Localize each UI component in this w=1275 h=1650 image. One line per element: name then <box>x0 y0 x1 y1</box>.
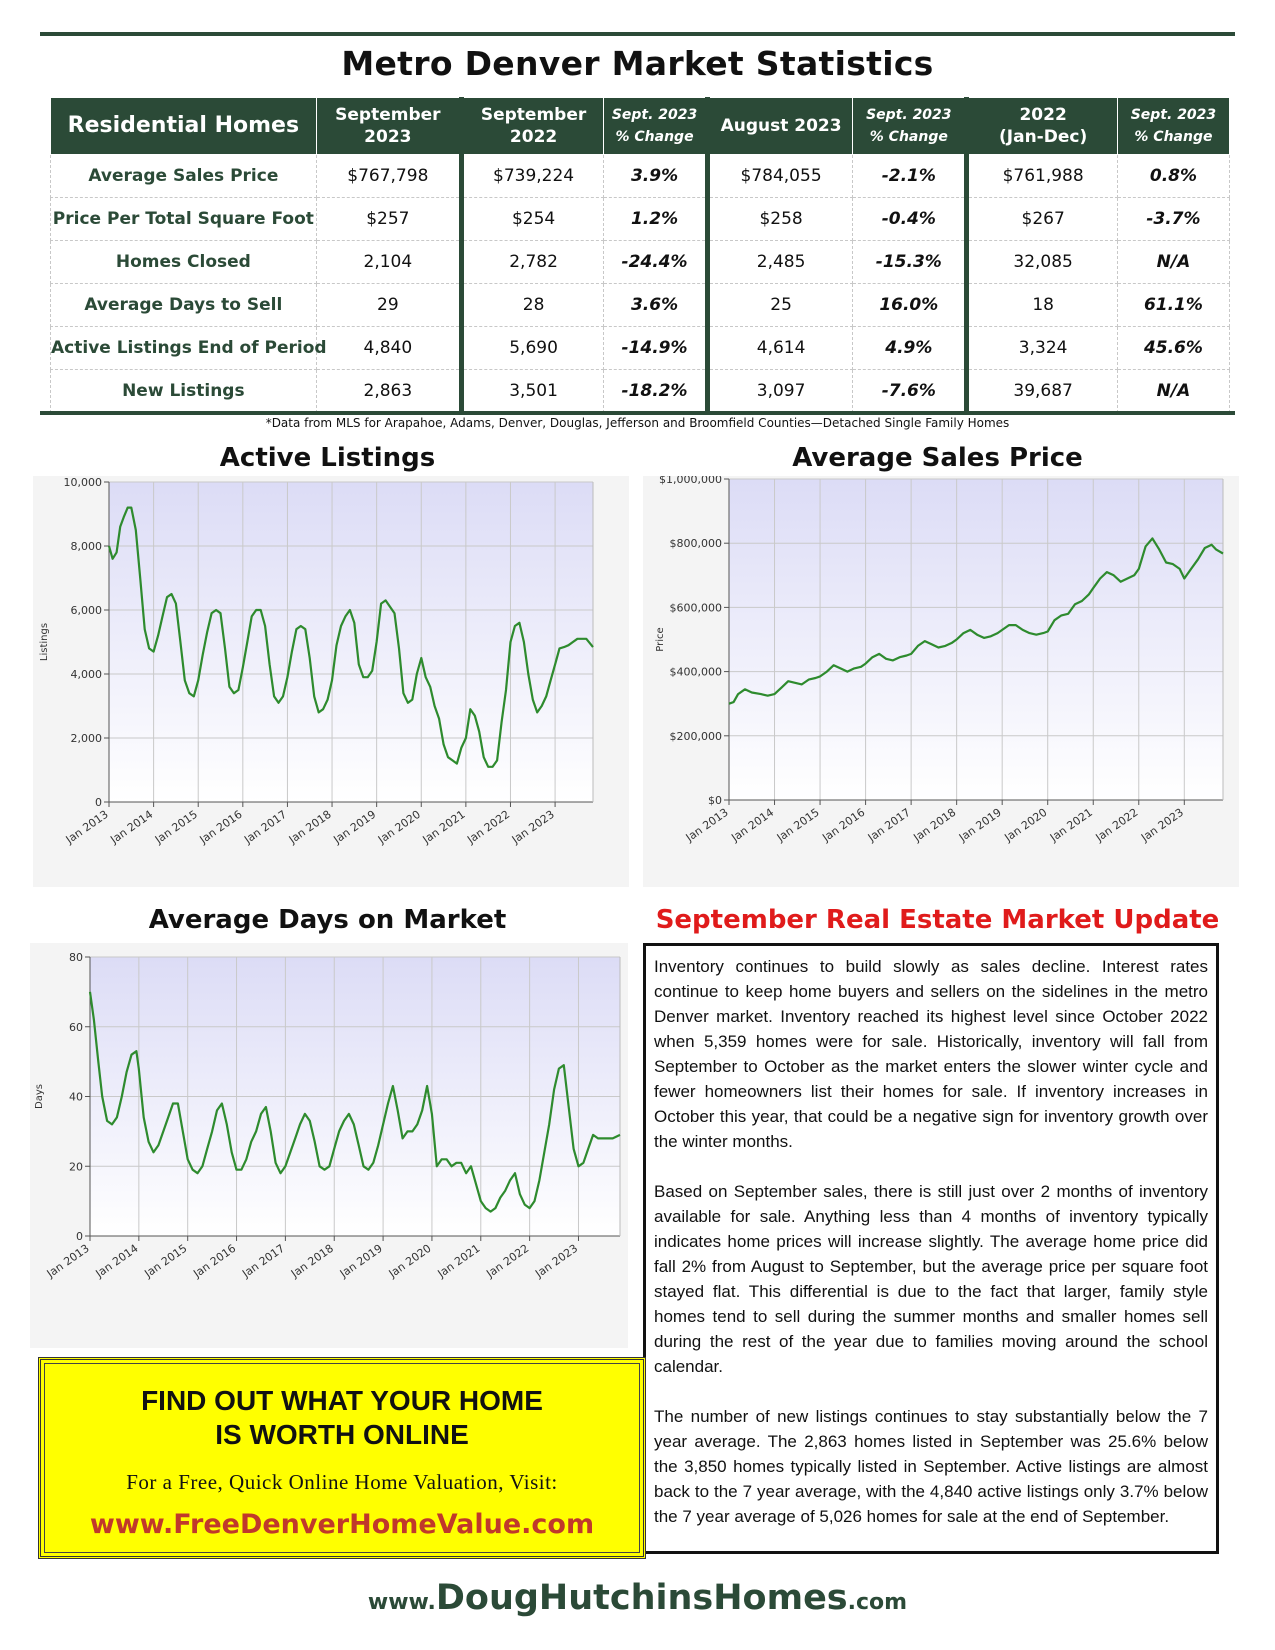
promo-link[interactable]: www.FreeDenverHomeValue.com <box>89 1509 595 1540</box>
days-on-market-chart <box>30 943 628 1348</box>
x-tick-label: Jan 2021 <box>435 1241 483 1281</box>
pct-change-cell: 0.8% <box>1117 155 1229 198</box>
active-listings-chart <box>33 476 629 887</box>
table-row <box>51 155 1230 198</box>
x-tick-label: Jan 2015 <box>152 807 200 847</box>
pct-change-cell: -0.4% <box>853 198 967 241</box>
update-paragraph: The number of new listings continues to stay substantially below the 7 year average. The 2,863 homes listed in September was 25.6% below the 3,850 homes typically listed in September. Active listings are almost back to the 7 year average, with the 4,840 active listings only 3.7% below the 7 year average of 5,026 homes for sale at the end of September. <box>654 1407 1208 1526</box>
x-tick-label: Jan 2018 <box>286 807 334 847</box>
y-tick-label: $0 <box>708 794 722 807</box>
x-tick-label: Jan 2020 <box>1002 805 1050 845</box>
update-paragraph: Inventory continues to build slowly as sales decline. Interest rates continue to keep home buyers and sellers on the sidelines in the metro Denver market. Inventory reached its highest level since October 2022 when 5,359 homes were for sale. Historically, inventory will fall from September to October as the market enters the slower winter cycle and fewer homeowners list their homes for sale. If inventory increases in October this year, that could be a negative sign for inventory growth over the winter months. <box>654 957 1208 1151</box>
y-tick-label: 80 <box>69 951 83 964</box>
value-cell: 4,840 <box>316 327 461 370</box>
pct-change-cell: 1.2% <box>604 198 708 241</box>
chart-title-days-on-market: Average Days on Market <box>148 905 507 935</box>
page-title: Metro Denver Market Statistics <box>341 44 934 83</box>
y-tick-label: 20 <box>69 1160 83 1174</box>
chart-title-active-listings: Active Listings <box>219 443 436 473</box>
value-cell: 2,104 <box>316 241 461 284</box>
pct-change-cell: 3.6% <box>604 284 708 327</box>
row-label: Homes Closed <box>51 241 317 284</box>
value-cell: 2,485 <box>707 241 852 284</box>
chart-svg <box>643 476 1239 887</box>
x-tick-label: Jan 2023 <box>1138 805 1187 845</box>
x-tick-label: Jan 2017 <box>242 807 290 847</box>
x-tick-label: Jan 2018 <box>288 1241 336 1281</box>
y-tick-label: 6,000 <box>70 604 102 617</box>
promo-subtitle: For a Free, Quick Online Home Valuation, Visit: <box>126 1470 558 1494</box>
x-tick-label: Jan 2018 <box>911 805 959 845</box>
top-rule <box>40 32 1235 36</box>
x-tick-label: Jan 2016 <box>820 805 868 845</box>
site-prefix: www. <box>367 1590 436 1615</box>
value-cell: $761,988 <box>967 155 1117 198</box>
x-tick-label: Jan 2022 <box>484 1241 532 1281</box>
x-tick-label: Jan 2023 <box>509 807 557 847</box>
col-header: September 2022 <box>461 98 603 155</box>
pct-change-cell: N/A <box>1117 370 1229 413</box>
pct-change-cell: -14.9% <box>604 327 708 370</box>
x-tick-label: Jan 2019 <box>331 807 379 847</box>
plot-area <box>729 479 1223 800</box>
chart-svg <box>30 943 628 1348</box>
stats-table <box>50 97 1230 413</box>
x-tick-label: Jan 2014 <box>108 807 156 847</box>
col-header: Sept. 2023 % Change <box>604 98 708 155</box>
value-cell: 3,097 <box>707 370 852 413</box>
y-tick-label: $400,000 <box>669 665 722 679</box>
col-header: Sept. 2023 % Change <box>1117 98 1229 155</box>
x-tick-label: Jan 2021 <box>1047 805 1095 845</box>
chart-title-average-sales-price: Average Sales Price <box>792 443 1083 473</box>
value-cell: $739,224 <box>461 155 603 198</box>
row-label: Active Listings End of Period <box>51 327 317 370</box>
x-tick-label: Jan 2022 <box>465 807 513 847</box>
pct-change-cell: 16.0% <box>853 284 967 327</box>
pct-change-cell: N/A <box>1117 241 1229 284</box>
footnote: *Data from MLS for Arapahoe, Adams, Denver, Douglas, Jefferson and Broomfield Counties—Detached Single Family Homes <box>265 416 1010 430</box>
pct-change-cell: -2.1% <box>853 155 967 198</box>
pct-change-cell: -3.7% <box>1117 198 1229 241</box>
pct-change-cell: -15.3% <box>853 241 967 284</box>
pct-change-cell: 4.9% <box>853 327 967 370</box>
value-cell: 4,614 <box>707 327 852 370</box>
x-tick-label: Jan 2016 <box>197 807 245 847</box>
x-tick-label: Jan 2014 <box>729 805 777 845</box>
x-tick-label: Jan 2015 <box>142 1241 190 1281</box>
col-header: 2022 (Jan-Dec) <box>967 98 1117 155</box>
pct-change-cell: 3.9% <box>604 155 708 198</box>
table-row <box>51 284 1230 327</box>
y-tick-label: 0 <box>76 1230 83 1243</box>
table-row <box>51 327 1230 370</box>
value-cell: 18 <box>967 284 1117 327</box>
value-cell: $257 <box>316 198 461 241</box>
y-tick-label: $200,000 <box>669 729 722 743</box>
x-tick-label: Jan 2014 <box>93 1241 141 1281</box>
pct-change-cell: 61.1% <box>1117 284 1229 327</box>
y-tick-label: $1,000,000 <box>659 476 722 486</box>
table-row <box>51 370 1230 413</box>
x-tick-label: Jan 2021 <box>420 807 468 847</box>
y-axis-label: Listings <box>39 622 50 662</box>
row-label: Average Days to Sell <box>51 284 317 327</box>
site-suffix: .com <box>847 1590 908 1615</box>
chart-svg <box>33 476 629 887</box>
x-tick-label: Jan 2013 <box>63 807 111 847</box>
x-tick-label: Jan 2016 <box>191 1241 239 1281</box>
pct-change-cell: -24.4% <box>604 241 708 284</box>
table-header-row <box>51 98 1230 155</box>
value-cell: 28 <box>461 284 603 327</box>
value-cell: 3,501 <box>461 370 603 413</box>
row-label: Average Sales Price <box>51 155 317 198</box>
x-tick-label: Jan 2022 <box>1093 805 1141 845</box>
y-axis-label: Price <box>655 627 666 652</box>
x-tick-label: Jan 2013 <box>683 805 731 845</box>
site-domain: DougHutchinsHomes <box>435 1578 848 1618</box>
table-row <box>51 241 1230 284</box>
row-header: Residential Homes <box>51 98 317 155</box>
col-header: Sept. 2023 % Change <box>853 98 967 155</box>
y-tick-label: 60 <box>69 1020 83 1034</box>
update-title: September Real Estate Market Update <box>655 905 1220 935</box>
pct-change-cell: 45.6% <box>1117 327 1229 370</box>
row-label: New Listings <box>51 370 317 413</box>
y-tick-label: 8,000 <box>70 540 102 553</box>
y-tick-label: 40 <box>69 1090 83 1104</box>
col-header: August 2023 <box>707 98 852 155</box>
y-tick-label: 10,000 <box>63 476 102 489</box>
average-sales-price-chart <box>643 476 1239 887</box>
y-axis-label: Days <box>34 1084 45 1109</box>
value-cell: $258 <box>707 198 852 241</box>
x-tick-label: Jan 2015 <box>774 805 822 845</box>
y-tick-label: 4,000 <box>70 668 102 681</box>
value-cell: 5,690 <box>461 327 603 370</box>
update-paragraph: Based on September sales, there is still just over 2 months of inventory available for sale. Anything less than 4 months of inventory typically indicates home prices will increase slightly. The average home price did fall 2% from August to September, but the average price per square foot stayed flat. This differential is due to the fact that larger, family style homes tend to sell during the summer months and smaller homes sell during the rest of the year due to families moving around the school calendar. <box>654 1182 1208 1376</box>
promo-headline: FIND OUT WHAT YOUR HOME IS WORTH ONLINE <box>141 1385 543 1450</box>
value-cell: 29 <box>316 284 461 327</box>
table-row <box>51 198 1230 241</box>
value-cell: 25 <box>707 284 852 327</box>
x-tick-label: Jan 2019 <box>337 1241 385 1281</box>
value-cell: $767,798 <box>316 155 461 198</box>
x-tick-label: Jan 2017 <box>865 805 913 845</box>
y-tick-label: $600,000 <box>669 601 722 615</box>
value-cell: 3,324 <box>967 327 1117 370</box>
row-label: Price Per Total Square Foot <box>51 198 317 241</box>
home-value-promo <box>38 1357 646 1559</box>
value-cell: 2,863 <box>316 370 461 413</box>
plot-area <box>109 482 593 802</box>
y-tick-label: $800,000 <box>669 537 722 551</box>
site-link[interactable] <box>0 1578 1275 1618</box>
x-tick-label: Jan 2023 <box>533 1241 581 1281</box>
x-tick-label: Jan 2013 <box>44 1241 92 1281</box>
x-tick-label: Jan 2017 <box>239 1241 288 1281</box>
pct-change-cell: -18.2% <box>604 370 708 413</box>
value-cell: $784,055 <box>707 155 852 198</box>
x-tick-label: Jan 2019 <box>956 805 1004 845</box>
x-tick-label: Jan 2020 <box>375 807 423 847</box>
value-cell: 39,687 <box>967 370 1117 413</box>
pct-change-cell: -7.6% <box>853 370 967 413</box>
value-cell: $267 <box>967 198 1117 241</box>
col-header: September 2023 <box>316 98 461 155</box>
y-tick-label: 2,000 <box>70 732 102 745</box>
y-tick-label: 0 <box>95 796 102 809</box>
value-cell: 32,085 <box>967 241 1117 284</box>
update-text-box <box>643 943 1219 1554</box>
x-tick-label: Jan 2020 <box>386 1241 434 1281</box>
value-cell: $254 <box>461 198 603 241</box>
value-cell: 2,782 <box>461 241 603 284</box>
mid-rule <box>40 411 1235 415</box>
